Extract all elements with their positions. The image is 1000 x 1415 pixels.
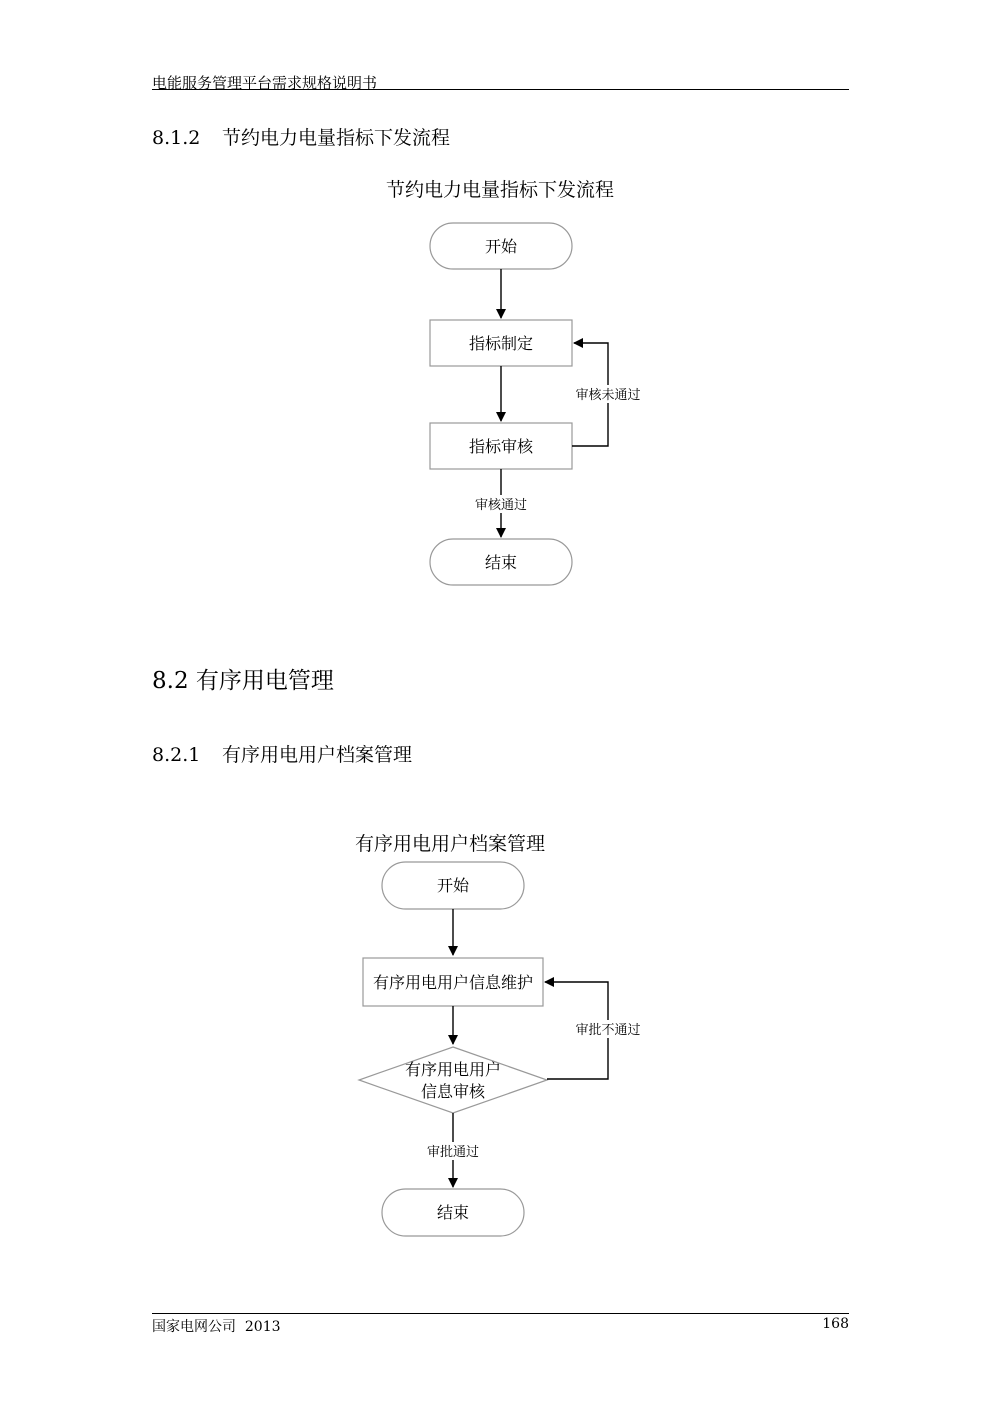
flow2-decision-line2: 信息审核	[420, 1082, 486, 1101]
section-title: 有序用电用户档案管理	[222, 744, 413, 766]
flow1-title: 节约电力电量指标下发流程	[385, 179, 614, 201]
document-header-title: 电能服务管理平台需求规格说明书	[152, 74, 378, 92]
flow1-pass-label: 审核通过	[474, 498, 528, 513]
footer-company: 国家电网公司 2013	[152, 1319, 281, 1335]
section-title: 节约电力电量指标下发流程	[222, 127, 451, 149]
flow2-reject-label: 审批不通过	[575, 1023, 641, 1038]
flow1-reject-label: 审核未通过	[575, 388, 641, 403]
flow1-step1-label: 指标制定	[468, 334, 534, 353]
section-heading-8-2-1	[152, 740, 412, 767]
flow2-title: 有序用电用户档案管理	[354, 833, 545, 855]
footer-rule	[152, 1313, 849, 1314]
section-number: 8.1.2	[152, 127, 201, 149]
flow1-end-label: 结束	[484, 553, 518, 572]
flow2-step1-label: 有序用电用户信息维护	[372, 973, 534, 992]
section-number: 8.2.1	[152, 744, 201, 766]
flow2-decision-line1: 有序用电用户	[404, 1060, 502, 1079]
flow1-start-label: 开始	[484, 237, 518, 256]
flow2-pass-label: 审批通过	[426, 1145, 480, 1160]
section-title: 有序用电管理	[195, 668, 334, 694]
section-heading-8-2	[152, 662, 334, 695]
flow2-end-label: 结束	[436, 1203, 470, 1222]
page-number: 168	[822, 1316, 849, 1332]
flow2-decision-diamond	[359, 1047, 547, 1113]
flow2-start-label: 开始	[436, 876, 470, 895]
flow1-step2-label: 指标审核	[468, 437, 534, 456]
section-number: 8.2	[152, 668, 189, 694]
